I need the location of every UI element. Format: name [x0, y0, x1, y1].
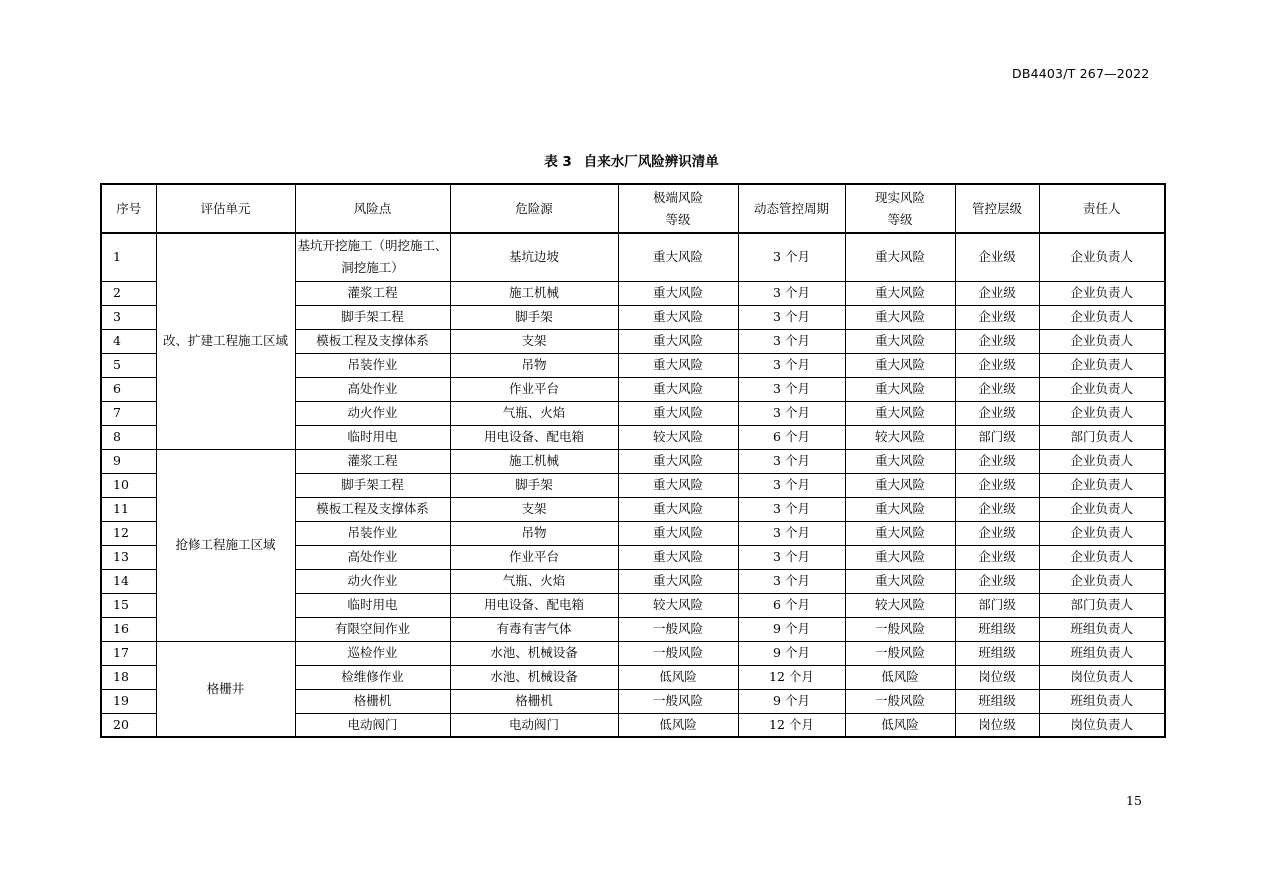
control-level-cell: 企业级 — [955, 473, 1039, 497]
control-cycle-cell: 3 个月 — [738, 281, 845, 305]
control-cycle-cell: 3 个月 — [738, 521, 845, 545]
col-header-responsible: 责任人 — [1039, 184, 1165, 233]
real-risk-cell: 一般风险 — [845, 617, 955, 641]
real-risk-cell: 一般风险 — [845, 689, 955, 713]
col-header-control-level: 管控层级 — [955, 184, 1039, 233]
seq-cell: 15 — [101, 593, 156, 617]
seq-cell: 12 — [101, 521, 156, 545]
risk-point-cell: 动火作业 — [295, 569, 450, 593]
seq-cell: 18 — [101, 665, 156, 689]
control-cycle-cell: 3 个月 — [738, 353, 845, 377]
control-cycle-cell: 9 个月 — [738, 689, 845, 713]
responsible-cell: 企业负责人 — [1039, 401, 1165, 425]
extreme-risk-cell: 重大风险 — [618, 521, 738, 545]
responsible-cell: 企业负责人 — [1039, 281, 1165, 305]
control-level-cell: 部门级 — [955, 425, 1039, 449]
real-risk-cell: 重大风险 — [845, 377, 955, 401]
responsible-cell: 企业负责人 — [1039, 377, 1165, 401]
control-level-cell: 班组级 — [955, 617, 1039, 641]
hazard-cell: 电动阀门 — [450, 713, 618, 737]
risk-point-cell: 有限空间作业 — [295, 617, 450, 641]
risk-point-cell: 高处作业 — [295, 545, 450, 569]
risk-point-cell: 脚手架工程 — [295, 473, 450, 497]
seq-cell: 7 — [101, 401, 156, 425]
control-level-cell: 企业级 — [955, 353, 1039, 377]
extreme-risk-cell: 一般风险 — [618, 641, 738, 665]
extreme-risk-cell: 一般风险 — [618, 689, 738, 713]
responsible-cell: 企业负责人 — [1039, 329, 1165, 353]
seq-cell: 8 — [101, 425, 156, 449]
real-risk-cell: 重大风险 — [845, 233, 955, 281]
table-body — [101, 233, 1165, 737]
control-cycle-cell: 3 个月 — [738, 305, 845, 329]
col-header-seq: 序号 — [101, 184, 156, 233]
seq-cell: 2 — [101, 281, 156, 305]
control-cycle-cell: 3 个月 — [738, 329, 845, 353]
extreme-risk-cell: 较大风险 — [618, 593, 738, 617]
real-risk-cell: 低风险 — [845, 665, 955, 689]
responsible-cell: 企业负责人 — [1039, 497, 1165, 521]
risk-point-cell: 高处作业 — [295, 377, 450, 401]
control-level-cell: 企业级 — [955, 233, 1039, 281]
extreme-risk-cell: 较大风险 — [618, 425, 738, 449]
risk-point-cell: 灌浆工程 — [295, 449, 450, 473]
control-level-cell: 企业级 — [955, 401, 1039, 425]
real-risk-cell: 重大风险 — [845, 545, 955, 569]
risk-point-cell: 吊装作业 — [295, 353, 450, 377]
extreme-risk-cell: 重大风险 — [618, 545, 738, 569]
control-level-cell: 企业级 — [955, 329, 1039, 353]
seq-cell: 11 — [101, 497, 156, 521]
table-header-row — [101, 184, 1165, 233]
responsible-cell: 企业负责人 — [1039, 353, 1165, 377]
risk-point-cell: 灌浆工程 — [295, 281, 450, 305]
hazard-cell: 脚手架 — [450, 473, 618, 497]
risk-point-cell: 电动阀门 — [295, 713, 450, 737]
hazard-cell: 气瓶、火焰 — [450, 569, 618, 593]
control-cycle-cell: 3 个月 — [738, 377, 845, 401]
risk-identification-table — [100, 183, 1166, 738]
control-level-cell: 企业级 — [955, 497, 1039, 521]
extreme-risk-cell: 低风险 — [618, 713, 738, 737]
control-cycle-cell: 12 个月 — [738, 665, 845, 689]
control-level-cell: 企业级 — [955, 281, 1039, 305]
risk-point-cell: 模板工程及支撑体系 — [295, 329, 450, 353]
responsible-cell: 企业负责人 — [1039, 233, 1165, 281]
col-header-control-cycle: 动态管控周期 — [738, 184, 845, 233]
responsible-cell: 岗位负责人 — [1039, 713, 1165, 737]
col-header-unit: 评估单元 — [156, 184, 295, 233]
col-header-extreme-risk-line2: 等级 — [665, 211, 691, 227]
table-title: 自来水厂风险辨识清单 — [583, 154, 719, 170]
risk-point-cell: 临时用电 — [295, 425, 450, 449]
responsible-cell: 班组负责人 — [1039, 689, 1165, 713]
extreme-risk-cell: 重大风险 — [618, 377, 738, 401]
hazard-cell: 施工机械 — [450, 449, 618, 473]
evaluation-unit-cell: 格栅井 — [156, 641, 295, 737]
col-header-extreme-risk-line1: 极端风险 — [652, 189, 703, 205]
extreme-risk-cell: 重大风险 — [618, 305, 738, 329]
control-level-cell: 岗位级 — [955, 713, 1039, 737]
evaluation-unit-cell: 改、扩建工程施工区域 — [156, 233, 295, 449]
real-risk-cell: 重大风险 — [845, 305, 955, 329]
risk-point-cell: 格栅机 — [295, 689, 450, 713]
real-risk-cell: 重大风险 — [845, 281, 955, 305]
risk-point-cell: 动火作业 — [295, 401, 450, 425]
seq-cell: 13 — [101, 545, 156, 569]
hazard-cell: 基坑边坡 — [450, 233, 618, 281]
real-risk-cell: 较大风险 — [845, 425, 955, 449]
control-cycle-cell: 9 个月 — [738, 641, 845, 665]
responsible-cell: 企业负责人 — [1039, 449, 1165, 473]
extreme-risk-cell: 重大风险 — [618, 353, 738, 377]
evaluation-unit-cell: 抢修工程施工区域 — [156, 449, 295, 641]
table-caption — [0, 150, 1263, 170]
real-risk-cell: 重大风险 — [845, 521, 955, 545]
control-cycle-cell: 3 个月 — [738, 569, 845, 593]
control-level-cell: 企业级 — [955, 545, 1039, 569]
risk-point-cell: 吊装作业 — [295, 521, 450, 545]
real-risk-cell: 低风险 — [845, 713, 955, 737]
hazard-cell: 水池、机械设备 — [450, 641, 618, 665]
control-cycle-cell: 3 个月 — [738, 401, 845, 425]
real-risk-cell: 较大风险 — [845, 593, 955, 617]
control-cycle-cell: 12 个月 — [738, 713, 845, 737]
control-level-cell: 企业级 — [955, 521, 1039, 545]
extreme-risk-cell: 重大风险 — [618, 497, 738, 521]
hazard-cell: 作业平台 — [450, 545, 618, 569]
real-risk-cell: 重大风险 — [845, 353, 955, 377]
seq-cell: 20 — [101, 713, 156, 737]
seq-cell: 6 — [101, 377, 156, 401]
control-level-cell: 企业级 — [955, 449, 1039, 473]
control-level-cell: 企业级 — [955, 377, 1039, 401]
table-row — [101, 641, 1165, 665]
control-level-cell: 班组级 — [955, 689, 1039, 713]
risk-point-cell: 模板工程及支撑体系 — [295, 497, 450, 521]
extreme-risk-cell: 低风险 — [618, 665, 738, 689]
hazard-cell: 施工机械 — [450, 281, 618, 305]
responsible-cell: 企业负责人 — [1039, 569, 1165, 593]
hazard-cell: 吊物 — [450, 353, 618, 377]
hazard-cell: 用电设备、配电箱 — [450, 593, 618, 617]
extreme-risk-cell: 重大风险 — [618, 281, 738, 305]
real-risk-cell: 一般风险 — [845, 641, 955, 665]
risk-point-cell: 检维修作业 — [295, 665, 450, 689]
seq-cell: 17 — [101, 641, 156, 665]
seq-cell: 10 — [101, 473, 156, 497]
extreme-risk-cell: 重大风险 — [618, 473, 738, 497]
risk-point-cell: 脚手架工程 — [295, 305, 450, 329]
risk-point-cell: 基坑开挖施工（明挖施工、洞挖施工） — [295, 233, 450, 281]
seq-cell: 1 — [101, 233, 156, 281]
control-cycle-cell: 3 个月 — [738, 545, 845, 569]
hazard-cell: 气瓶、火焰 — [450, 401, 618, 425]
col-header-extreme-risk — [618, 184, 738, 233]
hazard-cell: 有毒有害气体 — [450, 617, 618, 641]
real-risk-cell: 重大风险 — [845, 497, 955, 521]
col-header-real-risk-line2: 等级 — [887, 211, 913, 227]
control-level-cell: 班组级 — [955, 641, 1039, 665]
control-cycle-cell: 9 个月 — [738, 617, 845, 641]
hazard-cell: 支架 — [450, 329, 618, 353]
extreme-risk-cell: 重大风险 — [618, 449, 738, 473]
extreme-risk-cell: 一般风险 — [618, 617, 738, 641]
seq-cell: 3 — [101, 305, 156, 329]
hazard-cell: 支架 — [450, 497, 618, 521]
col-header-real-risk-line1: 现实风险 — [874, 189, 925, 205]
responsible-cell: 班组负责人 — [1039, 617, 1165, 641]
control-cycle-cell: 3 个月 — [738, 233, 845, 281]
table-row — [101, 449, 1165, 473]
control-level-cell: 企业级 — [955, 569, 1039, 593]
responsible-cell: 部门负责人 — [1039, 425, 1165, 449]
page-number: 15 — [1126, 793, 1142, 808]
real-risk-cell: 重大风险 — [845, 449, 955, 473]
responsible-cell: 企业负责人 — [1039, 305, 1165, 329]
control-cycle-cell: 3 个月 — [738, 449, 845, 473]
responsible-cell: 企业负责人 — [1039, 473, 1165, 497]
hazard-cell: 吊物 — [450, 521, 618, 545]
hazard-cell: 作业平台 — [450, 377, 618, 401]
table-row — [101, 233, 1165, 281]
responsible-cell: 企业负责人 — [1039, 521, 1165, 545]
responsible-cell: 企业负责人 — [1039, 545, 1165, 569]
extreme-risk-cell: 重大风险 — [618, 329, 738, 353]
real-risk-cell: 重大风险 — [845, 473, 955, 497]
responsible-cell: 班组负责人 — [1039, 641, 1165, 665]
control-level-cell: 企业级 — [955, 305, 1039, 329]
col-header-real-risk — [845, 184, 955, 233]
col-header-risk-point: 风险点 — [295, 184, 450, 233]
table-number: 表 3 — [544, 154, 572, 170]
responsible-cell: 部门负责人 — [1039, 593, 1165, 617]
control-cycle-cell: 6 个月 — [738, 593, 845, 617]
control-cycle-cell: 3 个月 — [738, 473, 845, 497]
control-cycle-cell: 3 个月 — [738, 497, 845, 521]
seq-cell: 14 — [101, 569, 156, 593]
hazard-cell: 水池、机械设备 — [450, 665, 618, 689]
seq-cell: 19 — [101, 689, 156, 713]
col-header-hazard: 危险源 — [450, 184, 618, 233]
hazard-cell: 用电设备、配电箱 — [450, 425, 618, 449]
seq-cell: 4 — [101, 329, 156, 353]
seq-cell: 5 — [101, 353, 156, 377]
hazard-cell: 脚手架 — [450, 305, 618, 329]
hazard-cell: 格栅机 — [450, 689, 618, 713]
seq-cell: 9 — [101, 449, 156, 473]
real-risk-cell: 重大风险 — [845, 401, 955, 425]
extreme-risk-cell: 重大风险 — [618, 401, 738, 425]
real-risk-cell: 重大风险 — [845, 329, 955, 353]
extreme-risk-cell: 重大风险 — [618, 233, 738, 281]
control-level-cell: 岗位级 — [955, 665, 1039, 689]
risk-point-cell: 临时用电 — [295, 593, 450, 617]
control-level-cell: 部门级 — [955, 593, 1039, 617]
document-code: DB4403/T 267—2022 — [1012, 66, 1150, 81]
responsible-cell: 岗位负责人 — [1039, 665, 1165, 689]
extreme-risk-cell: 重大风险 — [618, 569, 738, 593]
seq-cell: 16 — [101, 617, 156, 641]
real-risk-cell: 重大风险 — [845, 569, 955, 593]
control-cycle-cell: 6 个月 — [738, 425, 845, 449]
risk-point-cell: 巡检作业 — [295, 641, 450, 665]
